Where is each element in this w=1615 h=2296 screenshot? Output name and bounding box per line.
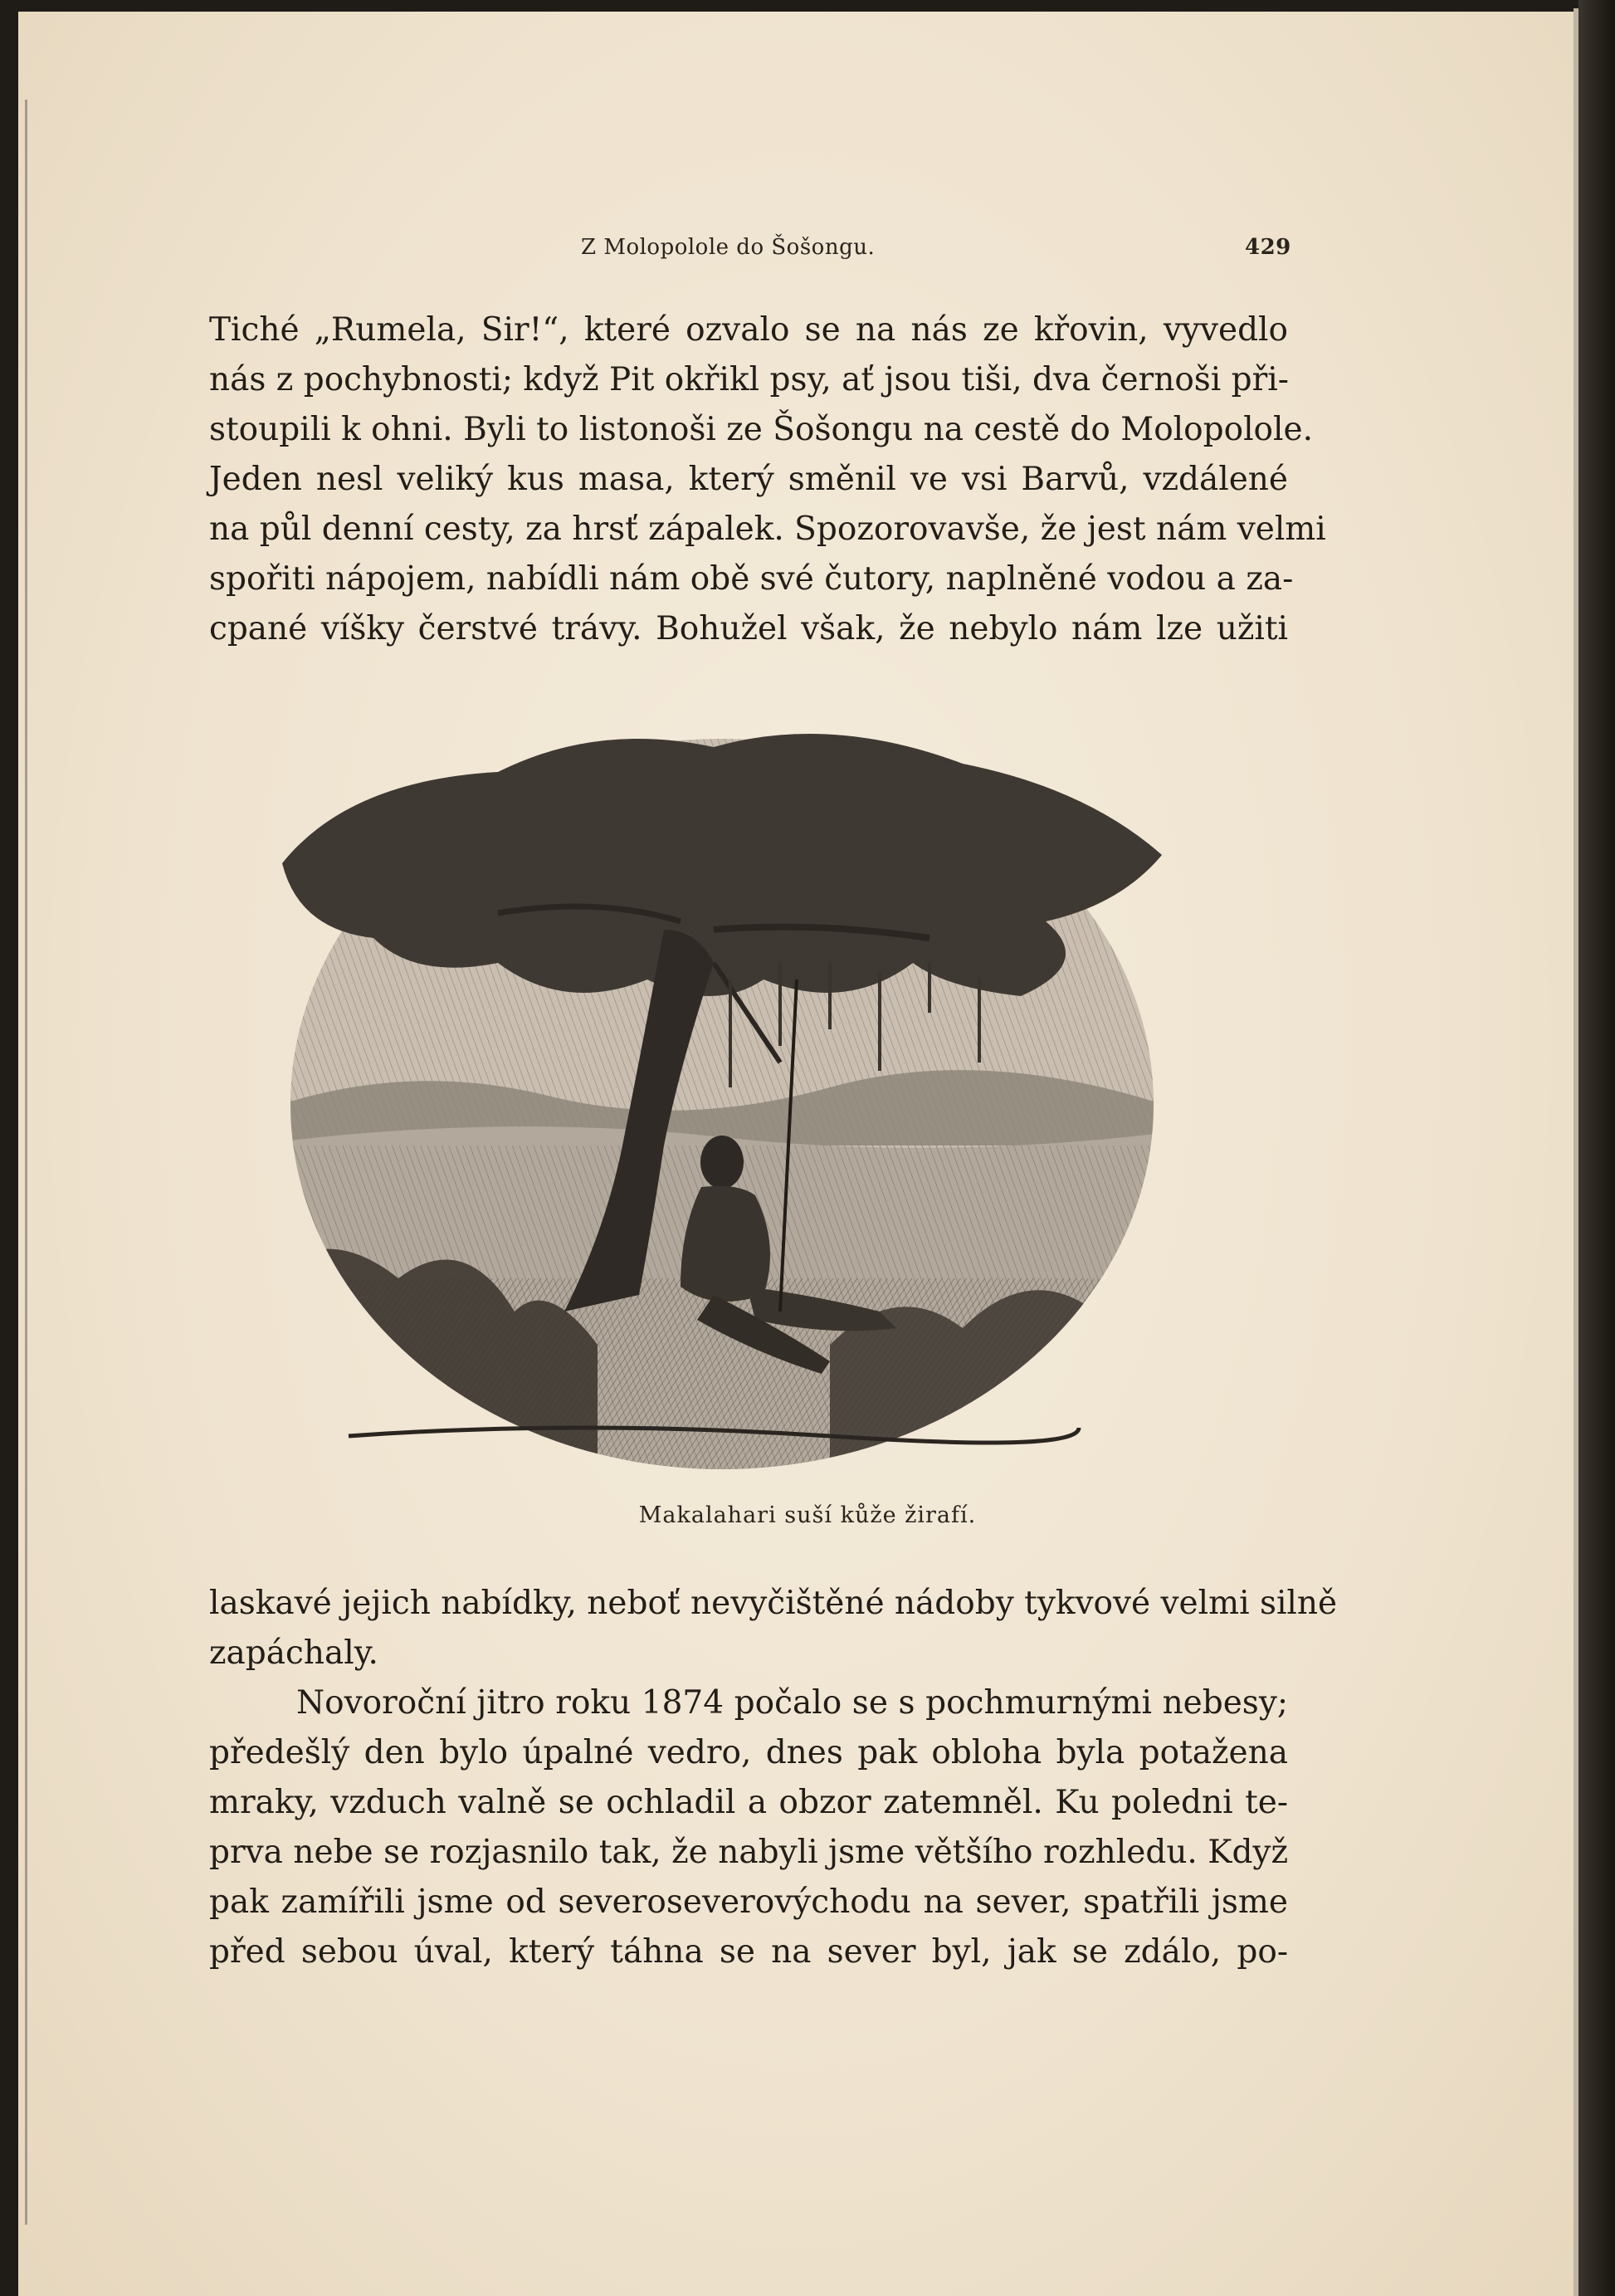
text-line: nás z pochybnosti; když Pit okřikl psy, ať jsou tiši, dva černoši při-	[209, 361, 1289, 398]
text-line: před sebou úval, který táhna se na sever byl, jak se zdálo, po-	[209, 1933, 1288, 1971]
text-line: Tiché „Rumela, Sir!“, které ozvalo se na nás ze křovin, vyvedlo	[209, 311, 1288, 349]
text-line: Jeden nesl veliký kus masa, který směnil ve vsi Barvů, vzdálené	[209, 461, 1288, 498]
text-line: mraky, vzduch valně se ochladil a obzor zatemněl. Ku poledni te-	[209, 1784, 1288, 1821]
text-line: Novoroční jitro roku 1874 počalo se s pochmurnými nebesy;	[296, 1684, 1288, 1722]
engraving-illustration	[249, 714, 1195, 1494]
text-line: spořiti nápojem, nabídli nám obě své čutory, naplněné vodou a za-	[209, 560, 1294, 598]
text-line: pak zamířili jsme od severoseverovýchodu na sever, spatřili jsme	[209, 1883, 1288, 1921]
page-number: 429	[1245, 235, 1291, 260]
text-line: cpané víšky čerstvé trávy. Bohužel však, že nebylo nám lze užiti	[209, 610, 1288, 647]
text-line: prva nebe se rozjasnilo tak, že nabyli jsme většího rozhledu. Když	[209, 1834, 1288, 1871]
text-line: stoupili k ohni. Byli to listonoši ze Šošongu na cestě do Molopolole.	[209, 411, 1313, 448]
binding-gutter-line	[25, 100, 27, 2225]
figure-caption: Makalahari suší kůže žirafí.	[638, 1502, 977, 1528]
book-cover-edge	[1578, 0, 1615, 2296]
text-line: laskavé jejich nabídky, neboť nevyčištěné nádoby tykvové velmi silně	[209, 1585, 1338, 1622]
text-line: předešlý den bylo úpalné vedro, dnes pak obloha byla potažena	[209, 1734, 1288, 1771]
running-header-title: Z Molopolole do Šošongu.	[581, 235, 876, 260]
text-line: zapáchaly.	[209, 1634, 378, 1672]
text-line: na půl denní cesty, za hrsť zápalek. Spozorovavše, že jest nám velmi	[209, 510, 1326, 548]
